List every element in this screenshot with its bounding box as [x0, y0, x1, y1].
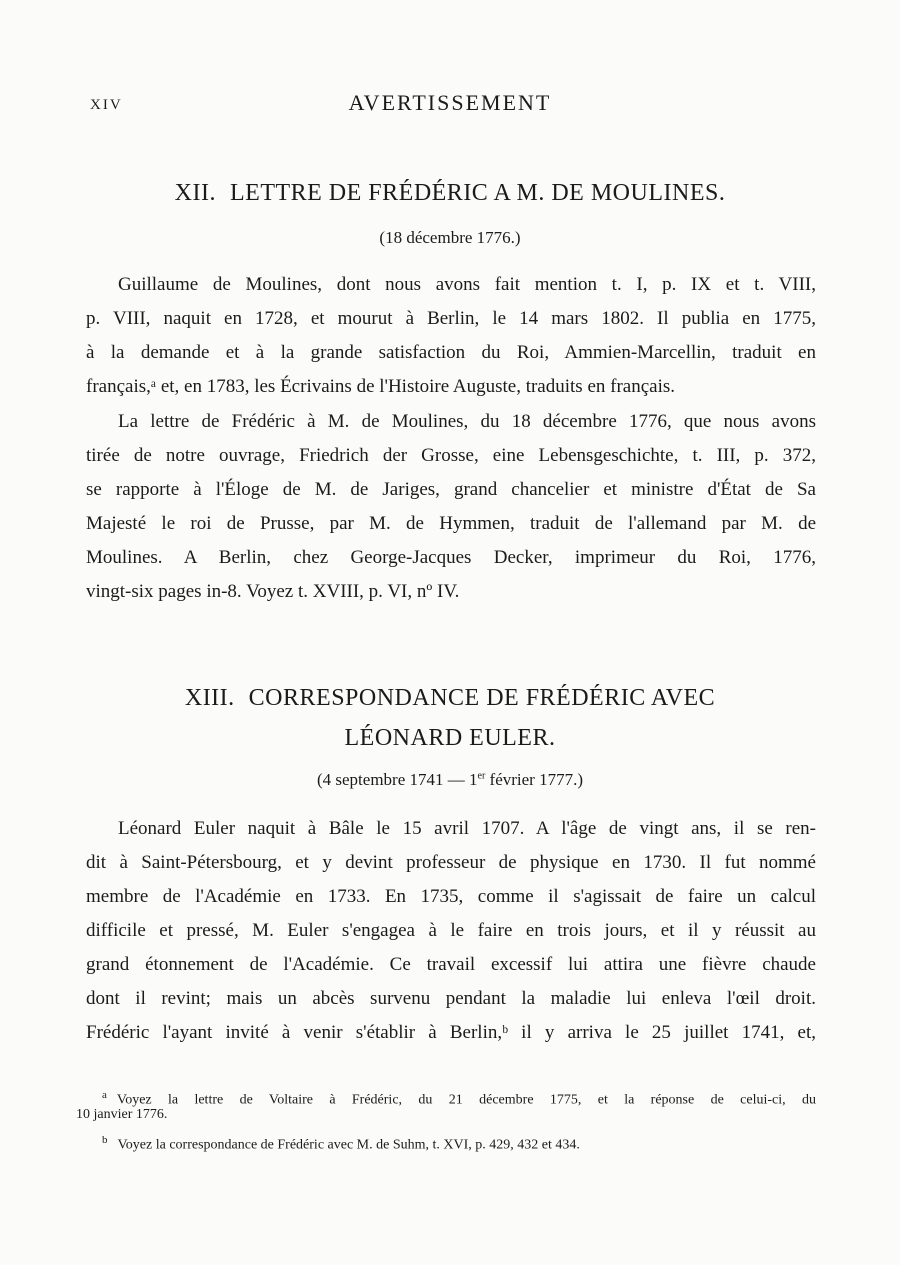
footnote-text: Voyez la lettre de Voltaire à Frédéric, du 21 décembre 1775, et la réponse de celui-ci, du	[116, 1092, 816, 1108]
section-12-paragraph-1	[86, 268, 816, 404]
text-line: membre de l'Académie en 1733. En 1735, comme il s'agissait de faire un calcul	[86, 886, 816, 907]
footnote-b	[76, 1130, 816, 1153]
footnote-line	[76, 1130, 816, 1153]
section-13-date	[0, 770, 900, 790]
section-13-heading	[0, 685, 900, 712]
text-line: difficile et pressé, M. Euler s'engagea à le faire en trois jours, et il y réussit au	[86, 920, 816, 941]
text-line: vingt-six pages in-8. Voyez t. XVIII, p. VI, nº IV.	[86, 581, 460, 602]
text-line: français,ᵃ et, en 1783, les Écrivains de l'Histoire Auguste, traduits en français.	[86, 376, 675, 397]
running-title: AVERTISSEMENT	[348, 90, 552, 115]
footnote-a	[76, 1085, 816, 1125]
date-superscript: er	[477, 770, 486, 782]
footnote-line: 10 janvier 1776.	[76, 1107, 168, 1122]
section-13-title-line-2: LÉONARD EULER.	[344, 725, 556, 751]
footnote-mark: b	[102, 1134, 108, 1146]
section-12-number: XII.	[174, 180, 216, 206]
section-12-heading	[0, 180, 900, 207]
text-line: Majesté le roi de Prusse, par M. de Hymmen, traduit de l'allemand par M. de	[86, 513, 816, 534]
text-line: grand étonnement de l'Académie. Ce travail excessif lui attira une fièvre chaude	[86, 954, 816, 975]
section-13-number: XIII.	[184, 685, 235, 711]
text-line: à la demande et à la grande satisfaction du Roi, Ammien-Marcellin, traduit en	[86, 342, 816, 363]
date-text: (4 septembre 1741 — 1	[316, 770, 478, 789]
section-12-paragraph-2	[86, 405, 816, 609]
text-line: Frédéric l'ayant invité à venir s'établir à Berlin,ᵇ il y arriva le 25 juillet 1741, et,	[86, 1022, 816, 1043]
text-line: Léonard Euler naquit à Bâle le 15 avril 1707. A l'âge de vingt ans, il se ren-	[118, 818, 816, 839]
date-text: février 1777.)	[485, 770, 584, 789]
text-line: p. VIII, naquit en 1728, et mourut à Berlin, le 14 mars 1802. Il publia en 1775,	[86, 308, 816, 329]
section-12-date: (18 décembre 1776.)	[379, 228, 521, 247]
section-12-title: LETTRE DE FRÉDÉRIC A M. DE MOULINES.	[230, 180, 726, 206]
text-line: Guillaume de Moulines, dont nous avons fait mention t. I, p. IX et t. VIII,	[118, 274, 816, 295]
text-line: dont il revint; mais un abcès survenu pendant la maladie lui enleva l'œil droit.	[86, 988, 816, 1009]
section-13-paragraph-1	[86, 812, 816, 1050]
footnote-mark: a	[102, 1089, 107, 1101]
text-line: dit à Saint-Pétersbourg, et y devint professeur de physique en 1730. Il fut nommé	[86, 852, 816, 873]
text-line: tirée de notre ouvrage, Friedrich der Grosse, eine Lebensgeschichte, t. III, p. 372,	[86, 445, 816, 466]
footnote-line	[76, 1085, 816, 1108]
footnote-text: Voyez la correspondance de Frédéric avec M. de Suhm, t. XVI, p. 429, 432 et 434.	[117, 1137, 580, 1153]
text-line: La lettre de Frédéric à M. de Moulines, du 18 décembre 1776, que nous avons	[118, 411, 816, 432]
page-folio: XIV	[90, 97, 123, 113]
section-13-title-line-1: CORRESPONDANCE DE FRÉDÉRIC AVEC	[248, 685, 716, 711]
text-line: se rapporte à l'Éloge de M. de Jariges, grand chancelier et ministre d'État de Sa	[86, 479, 816, 500]
text-line: Moulines. A Berlin, chez George-Jacques Decker, imprimeur du Roi, 1776,	[86, 547, 816, 568]
